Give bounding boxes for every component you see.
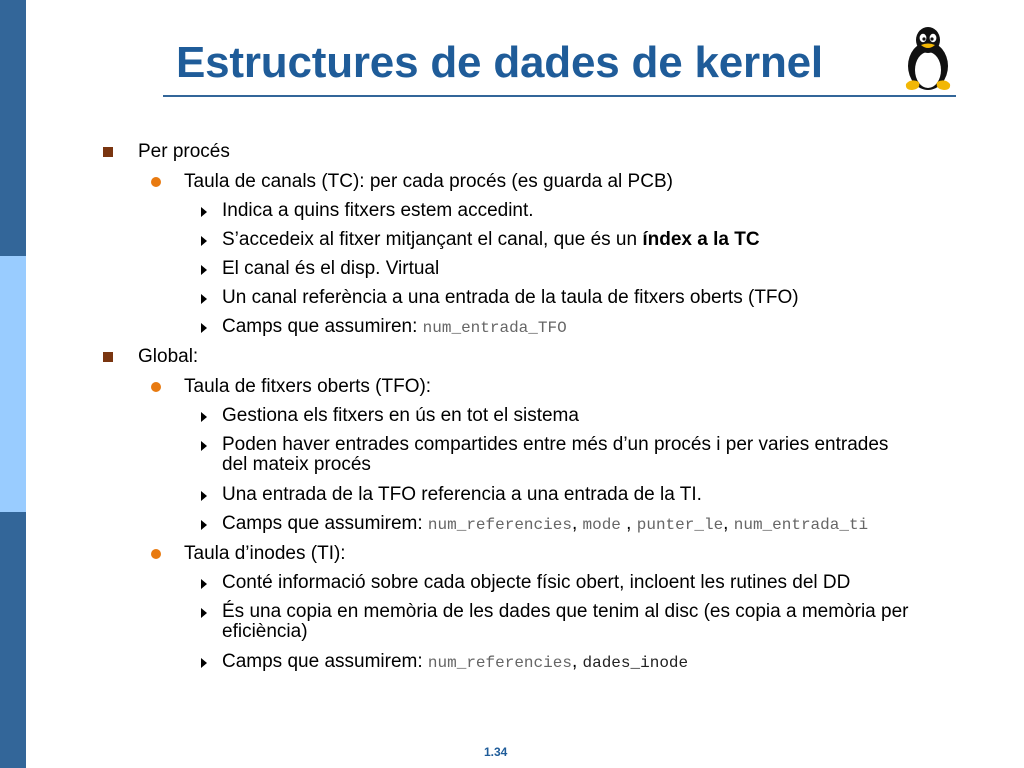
code-punter-le: punter_le <box>636 516 724 534</box>
bullet-ti-2-line1: És una copia en memòria de les dades que tenim al disc (es copia a memòria per <box>222 601 909 622</box>
triangle-bullet-icon <box>201 441 207 451</box>
bullet-ti-2-line2: eficiència) <box>222 621 308 642</box>
separator: , <box>620 513 637 534</box>
bullet-ti-3-text: Camps que assumirem: <box>222 651 428 672</box>
bullet-ti-heading: Taula d’inodes (TI): <box>184 543 346 564</box>
triangle-bullet-icon <box>201 491 207 501</box>
slide-title: Estructures de dades de kernel <box>176 38 823 87</box>
bullet-tc-1: Indica a quins fitxers estem accedint. <box>222 200 534 221</box>
bullet-tfo-heading: Taula de fitxers oberts (TFO): <box>184 376 432 397</box>
separator: , <box>571 513 583 534</box>
sidebar-stripe <box>0 0 26 768</box>
bullet-tfo-3: Una entrada de la TFO referencia a una entrada de la TI. <box>222 484 702 505</box>
triangle-bullet-icon <box>201 323 207 333</box>
round-bullet-icon <box>151 382 161 392</box>
square-bullet-icon <box>103 352 113 362</box>
triangle-bullet-icon <box>201 294 207 304</box>
bullet-per-proces: Per procés <box>138 141 230 162</box>
code-num-referencies: num_referencies <box>427 654 572 672</box>
bullet-tc-2-bold: índex a la TC <box>642 229 760 250</box>
separator: , <box>571 651 583 672</box>
code-num-referencies: num_referencies <box>427 516 572 534</box>
sidebar-segment-top <box>0 0 26 256</box>
triangle-bullet-icon <box>201 658 207 668</box>
bullet-tc-4: Un canal referència a una entrada de la taula de fitxers oberts (TFO) <box>222 287 799 308</box>
bullet-tc-3: El canal és el disp. Virtual <box>222 258 440 279</box>
round-bullet-icon <box>151 549 161 559</box>
sidebar-segment-bottom <box>0 512 26 768</box>
code-dades-inode: dades_inode <box>582 654 689 672</box>
triangle-bullet-icon <box>201 520 207 530</box>
bullet-tfo-2 <box>222 435 888 475</box>
square-bullet-icon <box>103 147 113 157</box>
bullet-tc-2 <box>222 230 760 250</box>
bullet-tfo-2-line2: del mateix procés <box>222 454 371 475</box>
bullet-global: Global: <box>138 346 199 367</box>
bullet-tfo-1: Gestiona els fitxers en ús en tot el sistema <box>222 405 579 426</box>
code-num-entrada-tfo: num_entrada_TFO <box>422 319 567 337</box>
bullet-tc-2-text: S’accedeix al fitxer mitjançant el canal, que és un <box>222 229 643 250</box>
bullet-ti-3 <box>222 652 688 673</box>
bullet-tc-5-text: Camps que assumiren: <box>222 316 423 337</box>
triangle-bullet-icon <box>201 608 207 618</box>
title-underline <box>163 95 956 97</box>
triangle-bullet-icon <box>201 579 207 589</box>
bullet-tfo-4 <box>222 514 868 535</box>
triangle-bullet-icon <box>201 207 207 217</box>
bullet-tc-heading: Taula de canals (TC): per cada procés (es guarda al PCB) <box>184 171 673 192</box>
triangle-bullet-icon <box>201 236 207 246</box>
triangle-bullet-icon <box>201 265 207 275</box>
bullet-tfo-2-line1: Poden haver entrades compartides entre més d’un procés i per varies entrades <box>222 434 889 455</box>
triangle-bullet-icon <box>201 412 207 422</box>
separator: , <box>723 513 734 534</box>
tux-penguin-icon <box>897 26 959 92</box>
bullet-tc-5 <box>222 317 567 338</box>
code-mode: mode <box>582 516 621 534</box>
page-number: 1.34 <box>484 745 508 759</box>
sidebar-segment-middle <box>0 256 26 512</box>
round-bullet-icon <box>151 177 161 187</box>
bullet-tfo-4-text: Camps que assumirem: <box>222 513 428 534</box>
code-num-entrada-ti: num_entrada_ti <box>733 516 869 534</box>
bullet-ti-2 <box>222 602 908 642</box>
bullet-ti-1: Conté informació sobre cada objecte físic obert, incloent les rutines del DD <box>222 572 851 593</box>
